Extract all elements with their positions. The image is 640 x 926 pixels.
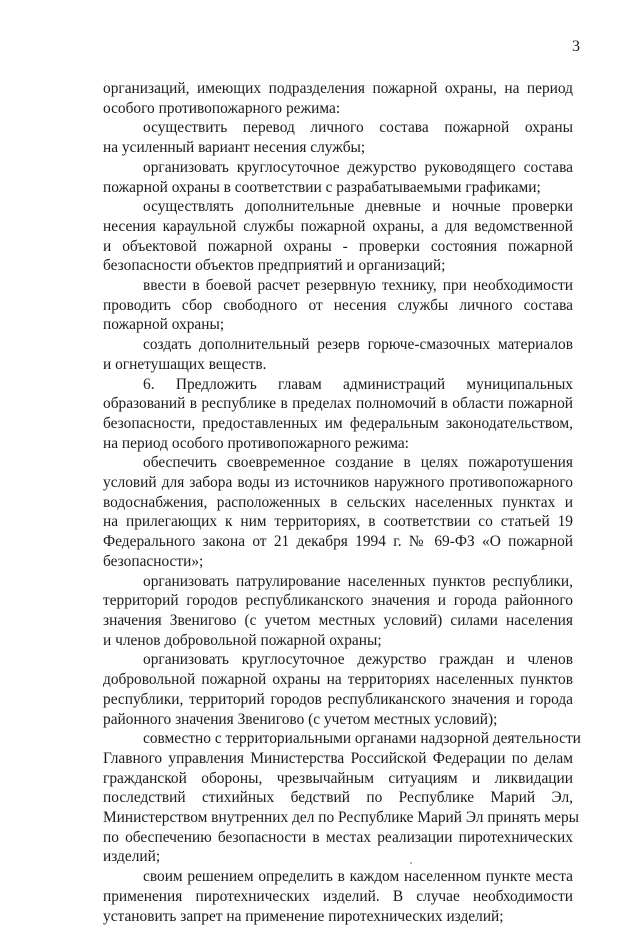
text-line: установить запрет на применение пиротехнических изделий;: [103, 907, 504, 925]
text-line: на усиленный вариант несения службы;: [103, 139, 366, 157]
document-body: [103, 79, 581, 926]
text-line: добровольной пожарной охраны на территориях населенных пунктов: [103, 671, 573, 689]
text-line: гражданской обороны, чрезвычайным ситуациям и ликвидации: [103, 769, 573, 787]
text-line: водоснабжения, расположенных в сельских населенных пунктах и: [103, 493, 573, 511]
text-line: обеспечить своевременное создание в целях пожаротушения: [143, 454, 573, 472]
text-line: организовать патрулирование населенных пунктов республики,: [143, 572, 573, 590]
text-line: значения Звенигово (с учетом местных условий) силами населения: [103, 611, 573, 629]
text-line: организовать круглосуточное дежурство руководящего состава: [143, 158, 573, 176]
text-line: 6. Предложить главам администраций муниципальных: [143, 375, 573, 393]
text-line: Министерством внутренних дел по Республике Марий Эл принять меры: [103, 809, 580, 827]
text-line: безопасности объектов предприятий и организаций;: [103, 257, 446, 275]
text-line: несения караульной службы пожарной охраны, а для ведомственной: [103, 217, 573, 235]
text-line: осуществить перевод личного состава пожарной охраны: [143, 119, 573, 137]
text-line: Главного управления Министерства Российской Федерации по делам: [103, 749, 573, 767]
text-line: районного значения Звенигово (с учетом местных условий);: [103, 710, 498, 728]
text-line: организовать круглосуточное дежурство граждан и членов: [143, 651, 573, 669]
text-line: территорий городов республиканского значения и города районного: [103, 592, 573, 610]
text-line: осуществлять дополнительные дневные и ночные проверки: [143, 198, 573, 216]
text-line: применения пиротехнических изделий. В случае необходимости: [103, 887, 573, 905]
text-line: создать дополнительный резерв горюче-смазочных материалов: [143, 336, 573, 354]
text-line: и членов добровольной пожарной охраны;: [103, 631, 382, 649]
text-line: изделий;: [103, 848, 161, 866]
text-line: Федерального закона от 21 декабря 1994 г. № 69-ФЗ «О пожарной: [103, 533, 573, 551]
text-line: республики, территорий городов республиканского значения и города: [103, 690, 573, 708]
text-line: и огнетушащих веществ.: [103, 355, 267, 373]
text-line: и объектовой пожарной охраны - проверки состояния пожарной: [103, 237, 573, 255]
text-line: своим решением определить в каждом населенном пункте места: [143, 868, 573, 886]
text-line: совместно с территориальными органами надзорной деятельности: [143, 730, 581, 748]
text-line: пожарной охраны в соответствии с разрабатываемыми графиками;: [103, 178, 541, 196]
text-line: пожарной охраны;: [103, 316, 225, 334]
text-line: организаций, имеющих подразделения пожарной охраны, на период: [103, 80, 573, 97]
scan-speck: [410, 862, 412, 864]
text-line: особого противопожарного режима:: [103, 99, 341, 117]
text-line: на прилегающих к ним территориях, в соответствии со статьей 19: [103, 513, 573, 531]
text-line: по обеспечению безопасности в местах реализации пиротехнических: [103, 828, 573, 846]
text-line: безопасности, предоставленных им федеральным законодательством,: [103, 414, 573, 432]
text-line: ввести в боевой расчет резервную технику, при необходимости: [143, 277, 573, 295]
text-line: проводить сбор свободного от несения службы личного состава: [103, 296, 573, 314]
text-line: последствий стихийных бедствий по Республике Марий Эл,: [103, 789, 573, 807]
text-line: безопасности»;: [103, 552, 204, 570]
text-line: на период особого противопожарного режима:: [103, 434, 409, 452]
text-line: условий для забора воды из источников наружного противопожарного: [103, 474, 573, 492]
text-line: образований в республике в пределах полномочий в области пожарной: [103, 395, 573, 413]
page-number: 3: [572, 38, 580, 55]
